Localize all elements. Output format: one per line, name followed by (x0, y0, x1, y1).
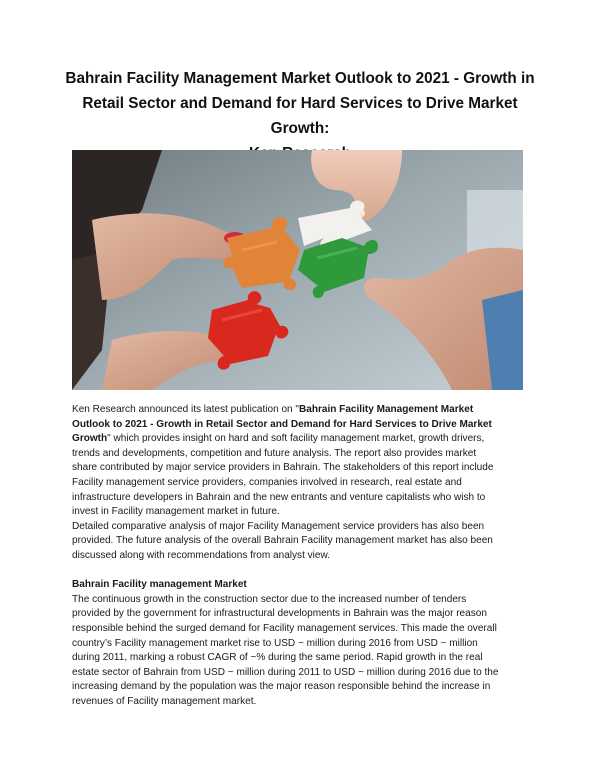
intro-line: Outlook to 2021 - Growth in Retail Sector and Demand for Hard Services to Drive Market (72, 418, 492, 430)
intro-line (72, 403, 532, 418)
section-line: revenues of Facility management market. (72, 695, 257, 707)
paragraph-gap (72, 564, 532, 579)
report-title-bold: Bahrain Facility Management Market (298, 404, 474, 415)
detail-line: discussed along with recommendations from analyst view. (72, 549, 330, 561)
intro-line: Facility management service providers, companies involved in research, real estate and (72, 476, 462, 488)
section-line: country’s Facility management market rise to USD ~ million during 2016 from USD ~ million (72, 637, 478, 649)
report-title-bold: Growth (72, 433, 108, 445)
hero-image (72, 150, 523, 390)
intro-line: infrastructure developers in Bahrain and the new entrants and venture capitalists who wish to (72, 491, 486, 503)
title-line: Bahrain Facility Management Market Outlook to 2021 - Growth in (65, 70, 535, 87)
intro-line: share contributed by major service providers in Bahrain. The stakeholders of this report include (72, 462, 494, 474)
title-line: Retail Sector and Demand for Hard Services to Drive Market Growth: (82, 95, 518, 137)
section-line: The continuous growth in the construction sector due to the increased number of tenders (72, 593, 467, 605)
detail-line: provided. The future analysis of the overall Bahrain Facility management market has also been (72, 535, 493, 547)
section-line: estate sector of Bahrain from USD ~ million during 2011 to USD ~ million during 2016 due to the (72, 666, 499, 678)
text-run: " which provides insight on hard and soft facility management market, growth drivers, (107, 433, 485, 445)
section-line: provided by the government for infrastructural developments in Bahrain was the major reason (72, 608, 487, 620)
section-line: during 2011, marking a robust CAGR of ~% during the same period. Rapid growth in the real (72, 652, 483, 664)
article-body (72, 403, 532, 709)
intro-line (72, 432, 532, 447)
text-run: Ken Research announced its latest publication on " (72, 404, 299, 415)
intro-line: invest in Facility management market in future. (72, 506, 280, 518)
detail-line: Detailed comparative analysis of major Facility Management service providers has also been (72, 520, 485, 532)
section-line: increasing demand by the population was the major reason responsible behind the increase in (72, 681, 491, 693)
section-heading: Bahrain Facility management Market (72, 579, 247, 591)
intro-line: trends and developments, competition and future analysis. The report also provides market (72, 447, 477, 459)
section-line: responsible behind the surged demand for Facility management services. This made the overall (72, 622, 497, 634)
